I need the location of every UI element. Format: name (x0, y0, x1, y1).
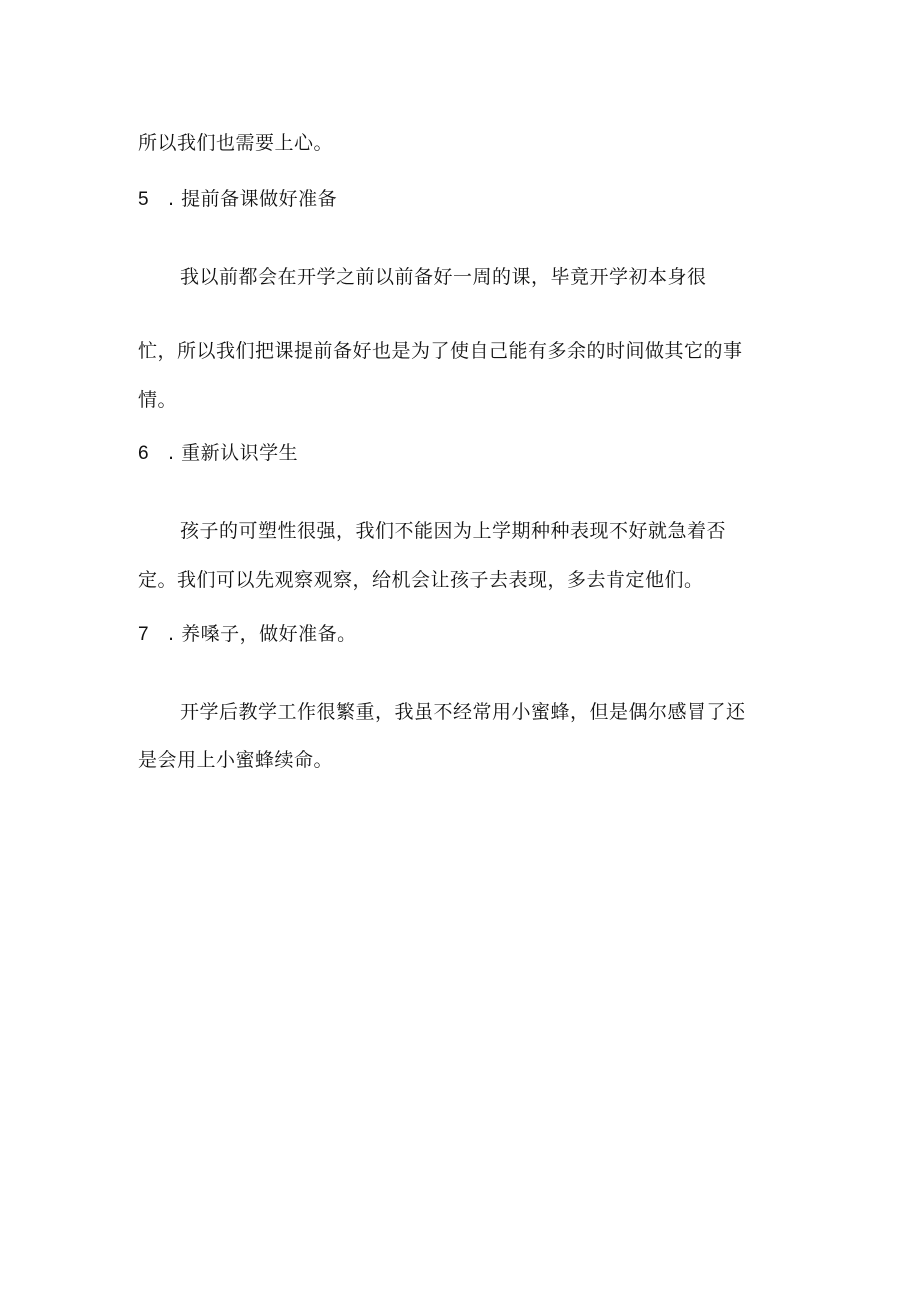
heading-7-number: 7 (138, 624, 150, 645)
paragraph-5-line-2: 忙，所以我们把课提前备好也是为了使自己能有多余的时间做其它的事 (138, 340, 743, 362)
paragraph-5-line-1: 我以前都会在开学之前以前备好一周的课，毕竟开学初本身很 (180, 266, 707, 288)
paragraph-6-line-1: 孩子的可塑性很强，我们不能因为上学期种种表现不好就急着否 (180, 520, 727, 542)
paragraph-7-line-1: 开学后教学工作很繁重，我虽不经常用小蜜蜂，但是偶尔感冒了还 (180, 701, 746, 723)
heading-7-text: . 养嗓子，做好准备。 (168, 623, 357, 645)
heading-5-number: 5 (138, 189, 150, 210)
paragraph-5-line-3: 情。 (138, 389, 178, 411)
paragraph-6-line-2: 定。我们可以先观察观察，给机会让孩子去表现，多去肯定他们。 (138, 569, 704, 591)
heading-5 (138, 187, 337, 212)
paragraph-continued: 所以我们也需要上心。 (138, 132, 334, 154)
heading-6-text: . 重新认识学生 (168, 442, 299, 464)
heading-7 (138, 622, 357, 647)
heading-6-number: 6 (138, 443, 150, 464)
heading-5-text: . 提前备课做好准备 (168, 188, 338, 210)
paragraph-7-line-2: 是会用上小蜜蜂续命。 (138, 749, 334, 771)
heading-6 (138, 441, 298, 466)
